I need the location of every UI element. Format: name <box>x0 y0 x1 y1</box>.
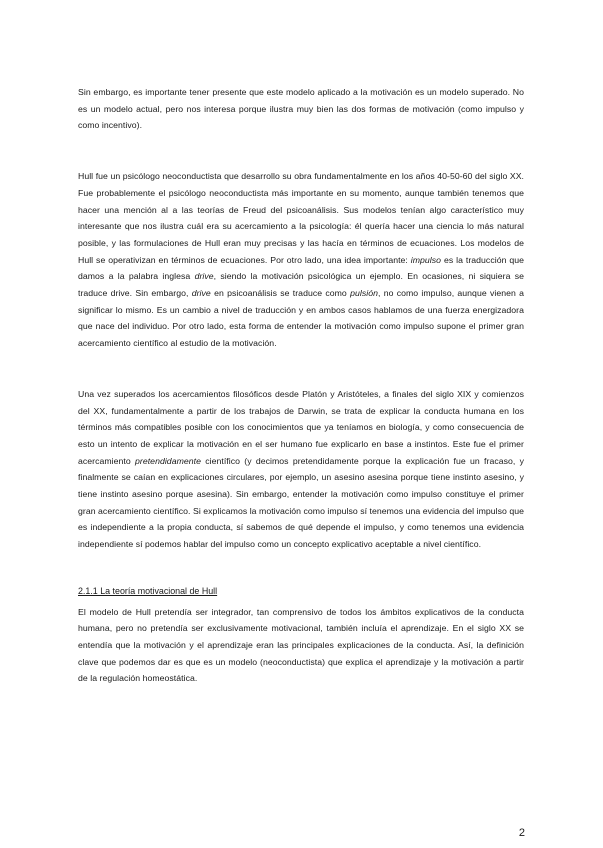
document-body <box>78 84 524 687</box>
paragraph-model-superseded: Sin embargo, es importante tener presente que este modelo aplicado a la motivación es un modelo superado. No es un modelo actual, pero nos interesa porque ilustra muy bien las dos formas de motivación (como impulso y como incentivo). <box>78 87 524 131</box>
emphasis-pulsion: pulsión <box>350 288 378 299</box>
section-heading: 2.1.1 La teoría motivacional de Hull <box>78 585 218 596</box>
paragraph-spacer <box>78 134 524 168</box>
text-run: científico (y decimos pretendidamente porque la explicación fue un fracaso, y finalmente se caían en explicaciones circulares, por ejemplo, un asesino asesina porque tiene instinto asesino, y tiene instinto asesino porque asesina). Sin embargo, entender la motivación como impulso constituye el primer gran acercamiento científico. Si explicamos la motivación como impulso sí tenemos una evidencia del impulso que es independiente a la propia conducta, sí sabemos de qué depende el impulso, y como tenemos una evidencia independiente sí podemos hablar del impulso como un concepto explicativo aceptable a nivel científico. <box>78 455 524 550</box>
text-run: en psicoanálisis se traduce como <box>210 288 351 299</box>
text-run: es la traducción que damos a la palabra inglesa <box>78 254 524 282</box>
paragraph-spacer <box>78 553 524 583</box>
text-run: , siendo la motivación psicológica un ejemplo. En ocasiones, ni siquiera se traduce drive. Sin embargo, <box>78 271 524 299</box>
paragraph-hull-intro <box>78 168 524 352</box>
emphasis-pretendidamente: pretendidamente <box>135 455 201 466</box>
text-run: Hull fue un psicólogo neoconductista que desarrollo su obra fundamentalmente en los años 40-50-60 del siglo XX. Fue probablemente el psicólogo neoconductista más importante en su momento, aunque también tenemos que hacer una mención al a las teorías de Freud del psicoanálisis. Sus modelos tenían algo característico muy interesante que nos ilustra cuál era su acercamiento a la psicología: él quería hacer una ciencia lo más natural posible, y las formulaciones de Hull eran muy precisas y las hacía en términos de ecuaciones. Los modelos de Hull se operativizan en términos de ecuaciones. Por otro lado, una idea importante: <box>78 171 524 265</box>
emphasis-drive-2: drive <box>191 288 211 299</box>
text-run: Una vez superados los acercamientos filosóficos desde Platón y Aristóteles, a finales del siglo XIX y comienzos del XX, fundamentalmente a partir de los trabajos de Darwin, se trata de explicar la conducta humana en los términos más compatibles posible con los conocimientos que ya teníamos en biología, y como consecuencia de esto un intento de explicar la motivación en el ser humano fue explicarlo en base a instintos. Este fue el primer acercamiento <box>78 388 524 466</box>
paragraph-hull-model: El modelo de Hull pretendía ser integrador, tan comprensivo de todos los ámbitos explicativos de la conducta humana, pero no pretendía ser exclusivamente motivacional, también incluía el aprendizaje. En el siglo XX se entendía que la motivación y el aprendizaje eran las principales explicaciones de la conducta. Así, la definición clave que podemos dar es que es un modelo (neoconductista) que explica el aprendizaje y la motivación a partir de la regulación homeostática. <box>78 606 524 684</box>
paragraph-spacer <box>78 352 524 386</box>
emphasis-drive: drive <box>194 271 214 282</box>
paragraph-instincts <box>78 386 524 553</box>
page-number: 2 <box>518 827 525 839</box>
text-run: , no como impulso, aunque vienen a significar lo mismo. Es un cambio a nivel de traducción y en ambos casos hablamos de una fuerza energizadora que nace del individuo. Por otro lado, esta forma de entender la motivación como impulso supone el primer gran acercamiento científico al estudio de la motivación. <box>78 288 524 349</box>
emphasis-impulso: impulso <box>410 254 442 265</box>
